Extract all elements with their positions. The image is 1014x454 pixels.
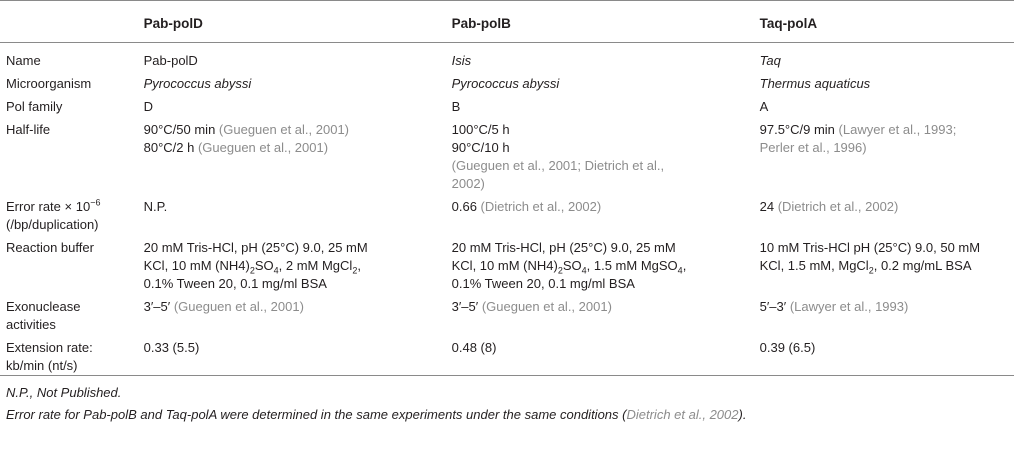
note-np: N.P., Not Published. (6, 385, 122, 400)
table-row (0, 198, 1014, 239)
cell-text: 0.1% Tween 20, 0.1 mg/ml BSA (143, 276, 327, 291)
header-taq-pola: Taq-polA (760, 1, 1014, 43)
table-cell (760, 239, 1014, 298)
table-cell (760, 121, 1014, 198)
row-label-text: Microorganism (6, 76, 92, 91)
table-cell (144, 43, 452, 76)
cell-text: 24 (759, 199, 778, 214)
cell-text: , 2 mM MgCl (278, 258, 353, 273)
table-cell (760, 43, 1014, 76)
cell-text: 100°C/5 h (451, 122, 510, 137)
table-cell (144, 339, 452, 376)
cell-text-italic: Isis (451, 53, 472, 68)
note-error-rate-ref: Dietrich et al., 2002 (626, 407, 739, 422)
row-label (0, 121, 144, 198)
row-label-text-line2: kb/min (nt/s) (6, 358, 78, 373)
cell-text: , 1.5 mM MgSO (586, 258, 678, 273)
table-cell (452, 298, 760, 339)
cell-text-italic: Pyrococcus abyssi (451, 76, 560, 91)
citation: (Gueguen et al., 2001) (173, 299, 304, 314)
cell-text: 5′–3′ (759, 299, 790, 314)
row-label-text: Exonuclease (6, 299, 81, 314)
header-row (0, 1, 1014, 43)
row-label-text: Reaction buffer (6, 240, 94, 255)
subscript: 2 (557, 265, 563, 276)
row-label (0, 75, 144, 98)
table-cell (452, 121, 760, 198)
row-label-text: Half-life (6, 122, 51, 137)
citation: Perler et al., 1996) (759, 140, 867, 155)
citation: (Lawyer et al., 1993) (789, 299, 909, 314)
subscript: 2 (249, 265, 255, 276)
row-label-text-line2: (/bp/duplication) (6, 217, 99, 232)
table-cell (144, 121, 452, 198)
cell-text: D (143, 99, 154, 114)
table-row (0, 239, 1014, 298)
cell-text: 3′–5′ (451, 299, 482, 314)
row-label (0, 198, 144, 239)
subscript: 2 (352, 265, 358, 276)
cell-text: 3′–5′ (143, 299, 174, 314)
table-cell (760, 75, 1014, 98)
table-cell (144, 75, 452, 98)
row-label (0, 298, 144, 339)
table-row (0, 121, 1014, 198)
table-row (0, 98, 1014, 121)
citation: (Gueguen et al., 2001) (218, 122, 350, 137)
citation: (Dietrich et al., 2002) (480, 199, 602, 214)
table-body (0, 43, 1014, 376)
table-cell (144, 239, 452, 298)
row-label (0, 239, 144, 298)
citation: (Gueguen et al., 2001) (481, 299, 612, 314)
table-cell (452, 339, 760, 376)
cell-text-italic: Thermus aquaticus (759, 76, 871, 91)
cell-text: 90°C/10 h (451, 140, 510, 155)
cell-text: B (451, 99, 461, 114)
cell-text: 0.48 (8) (451, 340, 497, 355)
header-empty (0, 1, 144, 43)
cell-text: 90°C/50 min (143, 122, 219, 137)
cell-text: N.P. (143, 199, 168, 214)
citation: (Gueguen et al., 2001; Dietrich et al., (451, 158, 665, 173)
cell-text-italic: Pyrococcus abyssi (143, 76, 252, 91)
table-row (0, 298, 1014, 339)
subscript: 4 (677, 265, 683, 276)
cell-text: 0.33 (5.5) (143, 340, 200, 355)
cell-text: 20 mM Tris-HCl, pH (25°C) 9.0, 25 mM (143, 240, 368, 255)
table-cell (760, 98, 1014, 121)
row-label (0, 339, 144, 376)
row-label (0, 98, 144, 121)
cell-text: 0.66 (451, 199, 481, 214)
cell-text: KCl, 10 mM (NH4) (143, 258, 250, 273)
row-label-text: Extension rate: (6, 340, 93, 355)
cell-text: A (759, 99, 769, 114)
row-label (0, 43, 144, 76)
table-cell (760, 298, 1014, 339)
table-header (0, 1, 1014, 43)
cell-text: 10 mM Tris-HCl pH (25°C) 9.0, 50 mM (759, 240, 981, 255)
table-cell (452, 198, 760, 239)
cell-text: 80°C/2 h (143, 140, 198, 155)
table-cell (452, 43, 760, 76)
note-error-rate-end: ). (738, 407, 747, 422)
table-cell (144, 198, 452, 239)
table-cell (452, 75, 760, 98)
table-row (0, 339, 1014, 376)
cell-text: KCl, 1.5 mM, MgCl (759, 258, 869, 273)
cell-text-italic: Taq (759, 53, 781, 68)
table-cell (452, 239, 760, 298)
cell-text: SO (254, 258, 274, 273)
cell-text: 20 mM Tris-HCl, pH (25°C) 9.0, 25 mM (451, 240, 676, 255)
table-cell (144, 298, 452, 339)
cell-text: KCl, 10 mM (NH4) (451, 258, 558, 273)
cell-text: , (682, 258, 687, 273)
row-label-text: Pol family (6, 99, 63, 114)
cell-text: 97.5°C/9 min (759, 122, 839, 137)
row-label-sup: −6 (90, 197, 101, 208)
note-error-rate-text: Error rate for Pab-polB and Taq-polA were determined in the same experiments under the same conditions ( (6, 407, 627, 422)
citation: (Gueguen et al., 2001) (197, 140, 329, 155)
cell-text: SO (562, 258, 582, 273)
row-label-text: Name (6, 53, 41, 68)
table-notes (6, 382, 746, 426)
subscript: 2 (868, 265, 874, 276)
row-label-text-line2: activities (6, 317, 56, 332)
header-pab-pold: Pab-polD (144, 1, 452, 43)
citation: (Lawyer et al., 1993; (838, 122, 957, 137)
subscript: 4 (273, 265, 279, 276)
subscript: 4 (581, 265, 587, 276)
note-error-rate (6, 404, 746, 426)
table-cell (760, 198, 1014, 239)
cell-text: 0.1% Tween 20, 0.1 mg/ml BSA (451, 276, 635, 291)
table-row (0, 43, 1014, 76)
cell-text: , (357, 258, 361, 273)
header-pab-polb: Pab-polB (452, 1, 760, 43)
row-label-text: Error rate × 10 (6, 199, 91, 214)
citation: 2002) (451, 176, 485, 191)
cell-text: Pab-polD (143, 53, 198, 68)
table-row (0, 75, 1014, 98)
table-cell (144, 98, 452, 121)
table-cell (760, 339, 1014, 376)
cell-text: 0.39 (6.5) (759, 340, 816, 355)
table-cell (452, 98, 760, 121)
cell-text: , 0.2 mg/mL BSA (873, 258, 972, 273)
citation: (Dietrich et al., 2002) (777, 199, 899, 214)
